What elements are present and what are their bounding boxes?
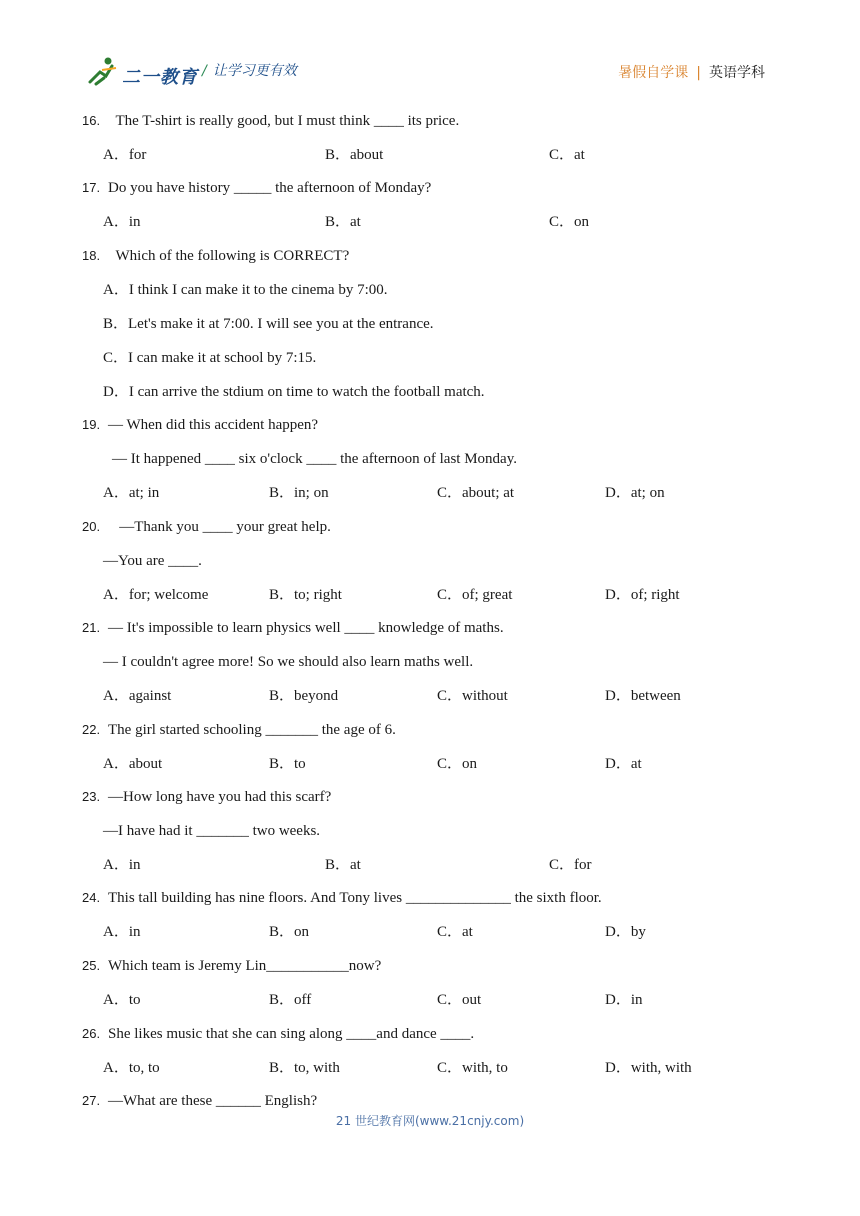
option-c: C．on <box>437 756 478 772</box>
question-19 <box>82 415 318 435</box>
question-stem: — It's impossible to learn physics well ____ knowledge of maths. <box>108 620 504 636</box>
option-d: D．with, with <box>605 1060 692 1076</box>
question-stem: She likes music that she can sing along ____and dance ____. <box>108 1026 475 1042</box>
option-b: B．to; right <box>269 587 342 603</box>
option-b: B．about <box>325 147 384 163</box>
question-number: 23. <box>82 789 101 804</box>
question-stem: This tall building has nine floors. And Tony lives ______________ the sixth floor. <box>108 890 602 906</box>
logo-text: 二一教育 <box>122 67 198 88</box>
question-16 <box>82 111 459 131</box>
question-stem: Do you have history _____ the afternoon of Monday? <box>108 180 432 196</box>
question-stem: Which of the following is CORRECT? <box>115 248 350 264</box>
option-d: D．by <box>605 924 646 940</box>
option-b: B．at <box>325 857 361 873</box>
option-c: C．of; great <box>437 587 513 603</box>
question-stem: Which team is Jeremy Lin <box>108 958 267 974</box>
option-a: A．in <box>103 924 141 940</box>
question-17 <box>82 178 431 198</box>
question-27 <box>82 1091 317 1111</box>
option-c: C．for <box>549 857 592 873</box>
page-header <box>0 0 860 100</box>
question-26 <box>82 1024 474 1044</box>
answer-blank: ___________ <box>266 958 349 974</box>
question-stem: The T-shirt is really good, but I must think ____ its price. <box>115 113 460 129</box>
option-c: C．about; at <box>437 485 515 501</box>
question-number: 27. <box>82 1093 101 1108</box>
question-stem: The girl started schooling <box>108 722 266 738</box>
question-stem: —How long have you had this scarf? <box>108 789 332 805</box>
question-number: 16. <box>82 113 101 128</box>
question-number: 22. <box>82 722 101 737</box>
dialogue-text: —I have had it <box>103 823 197 839</box>
option-d: D．at <box>605 756 642 772</box>
question-stem: —Thank you ____ your great help. <box>119 519 331 535</box>
option-b: B．to, with <box>269 1060 340 1076</box>
option-d: D．between <box>605 688 681 704</box>
question-stem: —What are these ______ English? <box>108 1093 318 1109</box>
question-number: 20. <box>82 519 101 534</box>
question-stem-end: the age of 6. <box>317 722 396 738</box>
option-a: A．for; welcome <box>103 587 209 603</box>
question-23 <box>82 787 331 807</box>
answer-blank: _______ <box>196 823 249 839</box>
option-a: A．to, to <box>103 1060 160 1076</box>
option-b: B．Let's make it at 7:00. I will see you at the entrance. <box>103 316 434 332</box>
option-c: C．without <box>437 688 508 704</box>
header-course-info <box>618 62 765 82</box>
option-b: B．on <box>269 924 310 940</box>
option-a: A．in <box>103 214 141 230</box>
question-number: 21. <box>82 620 101 635</box>
option-c: C．at <box>549 147 585 163</box>
slogan-slash: / <box>202 63 207 79</box>
option-a: A．at; in <box>103 485 160 501</box>
question-stem-end: now? <box>348 958 382 974</box>
question-dialogue-line: —You are ____. <box>103 553 202 569</box>
question-stem: — When did this accident happen? <box>108 417 319 433</box>
question-dialogue-line: — It happened ____ six o'clock ____ the afternoon of last Monday. <box>112 451 517 467</box>
question-number: 17. <box>82 180 101 195</box>
option-c: C．out <box>437 992 482 1008</box>
header-separator: | <box>696 65 701 81</box>
option-c: C．on <box>549 214 590 230</box>
option-d: D．I can arrive the stdium on time to watch the football match. <box>103 384 485 400</box>
option-d: D．at; on <box>605 485 665 501</box>
option-c: C．I can make it at school by 7:15. <box>103 350 317 366</box>
question-dialogue-line: — I couldn't agree more! So we should also learn maths well. <box>103 654 474 670</box>
option-c: C．at <box>437 924 473 940</box>
question-18 <box>82 246 349 266</box>
option-b: B．at <box>325 214 361 230</box>
option-a: A．I think I can make it to the cinema by 7:00. <box>103 282 388 298</box>
option-a: A．about <box>103 756 163 772</box>
slogan-text: 让学习更有效 <box>212 63 297 79</box>
question-25 <box>82 956 381 976</box>
question-number: 18. <box>82 248 101 263</box>
option-a: A．to <box>103 992 141 1008</box>
option-a: A．for <box>103 147 147 163</box>
option-c: C．with, to <box>437 1060 508 1076</box>
question-22 <box>82 720 396 740</box>
question-number: 19. <box>82 417 101 432</box>
slogan <box>202 60 297 80</box>
question-dialogue-line <box>103 821 320 841</box>
question-number: 24. <box>82 890 101 905</box>
option-d: D．of; right <box>605 587 680 603</box>
option-a: A．in <box>103 857 141 873</box>
subject-label: 英语学科 <box>709 65 765 81</box>
answer-blank: _______ <box>265 722 318 738</box>
option-b: B．beyond <box>269 688 339 704</box>
option-b: B．off <box>269 992 312 1008</box>
question-number: 26. <box>82 1026 101 1041</box>
question-20 <box>82 517 331 537</box>
page-footer: 21 世纪教育网(www.21cnjy.com) <box>335 1114 525 1128</box>
question-24 <box>82 888 602 908</box>
question-number: 25. <box>82 958 101 973</box>
option-b: B．to <box>269 756 306 772</box>
option-b: B．in; on <box>269 485 329 501</box>
option-d: D．in <box>605 992 643 1008</box>
dialogue-text-end: two weeks. <box>248 823 321 839</box>
question-21 <box>82 618 504 638</box>
course-label: 暑假自学课 <box>618 65 689 81</box>
option-a: A．against <box>103 688 172 704</box>
